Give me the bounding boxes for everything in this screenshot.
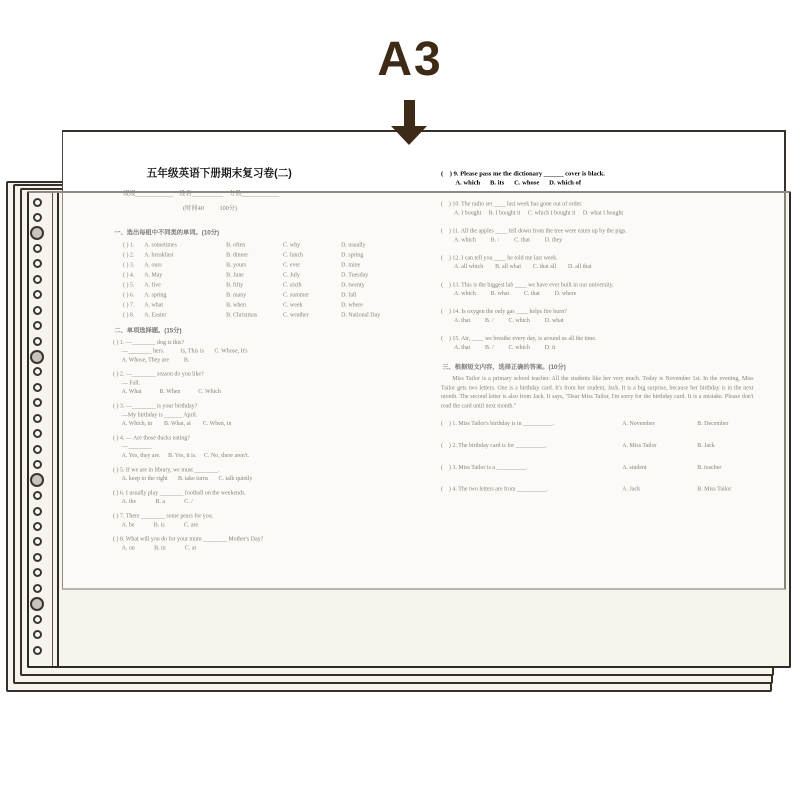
a3-size-label: A3 <box>377 33 443 86</box>
exam-text-line: A. Which, in B. What, at C. When, in <box>113 420 232 427</box>
exam-text-line: ( ) 8. What will you do for your mum ________ Mother's Day? <box>113 536 264 543</box>
binder-hole <box>30 350 44 364</box>
binder-hole <box>33 615 42 624</box>
exam-text-line: —________ <box>113 443 152 450</box>
reading-passage: Miss Tailor is a primary school teacher. All the students like her very much. Today is November 1st. In the evening, Miss Tailor gets two letters. One is a birthday card. It's from her student, Jack. It is a big surprise, because her birthday is in the next month. The second letter is also from Jack. It says, "Dear Miss Tailor, I'm sorry for the birthday card. It is a mistake. Please don't read the card until next month." <box>441 375 754 410</box>
exam-text-line: A. which B. / C. that D. they <box>441 236 563 244</box>
exam-text-line: ( ) 15. Air, ____ we breathe every day, is around us all the time. <box>441 335 597 342</box>
exam-text-line: A. on B. in C. at <box>113 545 197 552</box>
option-cell: C. July <box>283 271 300 279</box>
option-cell: B. dinner <box>226 251 249 259</box>
exam-text-line: ( ) 1. —________ dog is this? <box>113 339 185 346</box>
option-cell: ( ) 7. <box>123 301 135 309</box>
exam-text-line: ( ) 3. —________ is your birthday? <box>113 403 198 410</box>
option-cell: A. ours <box>144 261 162 269</box>
binder-hole <box>33 507 42 516</box>
option-cell: B. Christmas <box>226 311 258 319</box>
option-cell: B. when <box>226 301 246 309</box>
binder-hole <box>33 630 42 639</box>
down-arrow-icon <box>391 126 427 145</box>
binder-strip-line <box>52 193 53 666</box>
name-fields-line: 班级____________ 姓名__________ 分数____________ <box>123 190 280 198</box>
option-cell: A. five <box>144 281 161 289</box>
exam-text-line: ( ) 9. Please pass me the dictionary ______ cover is black. <box>441 170 605 178</box>
exam-text-line: ( ) 13. This is the biggest lab ____ we have ever built in our university. <box>441 281 614 289</box>
option-cell: ( ) 8. <box>123 311 135 319</box>
reading-question-part: A. Miss Tailor <box>622 442 657 449</box>
reading-question-part: B. teacher <box>697 464 722 471</box>
option-cell: ( ) 3. <box>123 261 135 269</box>
exam-text-line: ( ) 4. — Are those ducks eating? <box>113 435 190 442</box>
option-cell: D. Tuesday <box>341 271 369 279</box>
binder-hole <box>30 226 44 240</box>
binder-hole <box>33 537 42 546</box>
option-cell: A. spring <box>144 291 167 299</box>
exam-text-line: ( ) 10. The radio set ____ last week has gone out of order. <box>441 201 583 208</box>
exam-text-line: A. which B. what C. that D. where <box>441 290 577 297</box>
binder-strip-line <box>57 193 59 666</box>
option-cell: D. mine <box>341 261 361 269</box>
exam-text-line: ( ) 2. —________ season do you like? <box>113 371 204 378</box>
exam-text-line: ( ) 5. If we are in library, we must ________. <box>113 466 220 474</box>
option-cell: B. many <box>226 291 247 299</box>
binder-hole <box>33 568 42 577</box>
reading-question-part: B. Miss Tailor <box>697 486 732 493</box>
reading-question-part: A. Jack <box>622 486 641 493</box>
exam-text-line: A. be B. is C. are <box>113 521 199 529</box>
binder-hole <box>33 383 42 392</box>
binder-hole <box>33 367 42 376</box>
reading-question-part: ( ) 4. The two letters are from __________. <box>441 486 549 493</box>
binder-hole <box>33 213 42 222</box>
exam-text-line: A. which B. its C. whose D. which of <box>441 179 582 187</box>
binder-hole <box>33 290 42 299</box>
section1-header: 一、选出每组中不同类的单词。(10分) <box>114 229 220 237</box>
reading-question-part: A. student <box>622 464 647 471</box>
option-cell: ( ) 6. <box>123 291 135 299</box>
exam-text-line: —________ hers. Is, This is C. Whose, It's <box>113 348 248 355</box>
option-cell: D. spring <box>341 251 364 259</box>
option-cell: ( ) 2. <box>123 251 135 259</box>
down-arrow-icon <box>404 100 415 128</box>
binder-hole <box>33 429 42 438</box>
question-9-block <box>441 170 754 188</box>
binder-hole <box>33 259 42 268</box>
exam-text-line: ( ) 14. Is oxygen the only gas ____ helps fire burn? <box>441 308 567 315</box>
option-cell: A. May <box>144 271 163 279</box>
exam-text-line: — Fall. <box>113 380 141 387</box>
option-cell: B. fifty <box>226 281 244 289</box>
time-score-line: (时间40 100分) <box>183 205 238 212</box>
option-cell: C. week <box>283 301 303 309</box>
binder-hole <box>33 306 42 315</box>
binder-hole <box>33 414 42 423</box>
exam-text-line: A. all which B. all what C. that all D. all that <box>441 263 592 270</box>
exam-text-line: A. the B. a C. / <box>113 498 193 505</box>
binder-hole <box>33 491 42 500</box>
binder-hole <box>33 244 42 253</box>
option-cell: D. where <box>341 301 363 309</box>
option-cell: C. ever <box>283 261 301 269</box>
exam-text-line: A. Whose, They are B. <box>113 356 190 364</box>
reading-question-part: ( ) 2. The birthday card is for __________. <box>441 442 547 449</box>
exam-text-line: A. that B. / C. which D. it <box>441 344 556 351</box>
reading-question-part: ( ) 1. Miss Tailor's birthday is in __________. <box>441 420 555 427</box>
option-cell: D. usually <box>341 241 366 249</box>
binder-hole <box>33 584 42 593</box>
exam-text-line: A. I bought B. I bought it C. which I bought it D. what I bought <box>441 210 624 217</box>
option-cell: A. what <box>144 301 164 309</box>
exam-text-line: A. What B. When C. Which <box>113 388 221 395</box>
binder-hole <box>33 553 42 562</box>
paper-title: 五年级英语下册期末复习卷(二) <box>146 166 292 179</box>
exam-text-line: ( ) 6. I usually play ________ football on the weekends. <box>113 490 246 497</box>
binder-hole <box>33 522 42 531</box>
binder-hole <box>33 398 42 407</box>
exam-text-line: —My birthday is ______ April. <box>113 411 198 419</box>
option-cell: C. summer <box>283 291 310 299</box>
option-cell: ( ) 4. <box>123 271 135 279</box>
option-cell: ( ) 5. <box>123 281 135 289</box>
option-cell: B. often <box>226 241 246 249</box>
option-cell: C. why <box>283 241 301 249</box>
option-cell: C. weather <box>283 311 309 319</box>
exam-text-line: ( ) 12. I can tell you ____ he told me last week. <box>441 255 558 262</box>
option-cell: C. lunch <box>283 251 304 259</box>
exam-text-line: A. that B. / C. which D. what <box>441 317 564 324</box>
option-cell: C. sixth <box>283 281 302 289</box>
section2-header: 二、单项选择题。(15分) <box>114 327 182 335</box>
option-cell: D. National Day <box>341 311 381 319</box>
reading-question-part: B. Jack <box>697 442 715 449</box>
exam-text-line: ( ) 11. All the apples ____ fell down from the tree were eaten up by the pigs. <box>441 228 627 235</box>
binder-hole <box>30 597 44 611</box>
binder-hole <box>33 275 42 284</box>
option-cell: A. breakfast <box>144 251 174 259</box>
binder-hole <box>33 646 42 655</box>
binder-hole <box>33 460 42 469</box>
reading-question-part: ( ) 3. Miss Tailor is a __________. <box>441 464 528 471</box>
reading-question-part: B. December <box>697 420 729 427</box>
binder-hole <box>33 321 42 330</box>
option-cell: D. fall <box>341 291 357 299</box>
sheet-protector-frame <box>27 191 791 668</box>
option-cell: A. sometimes <box>144 241 177 249</box>
option-cell: A. Easter <box>144 311 167 319</box>
binder-hole <box>33 337 42 346</box>
option-cell: B. June <box>226 271 244 279</box>
binder-hole <box>33 198 42 207</box>
binder-hole <box>30 473 44 487</box>
binder-hole <box>33 445 42 454</box>
option-cell: B. yours <box>226 261 247 269</box>
exam-text-line: A. Yes, they are. B. Yes, it is. C. No, there aren't. <box>113 452 249 459</box>
exam-text-line: A. keep to the right B. take turns C. talk quietly <box>113 475 253 482</box>
option-cell: ( ) 1. <box>123 241 135 249</box>
section3-header: 三、根据短文内容，选择正确的答案。(10分) <box>442 363 566 371</box>
reading-question-part: A. November <box>622 420 655 427</box>
exam-text-line: ( ) 7. There ________ some pears for you. <box>113 513 214 520</box>
option-cell: D. twenty <box>341 281 365 289</box>
